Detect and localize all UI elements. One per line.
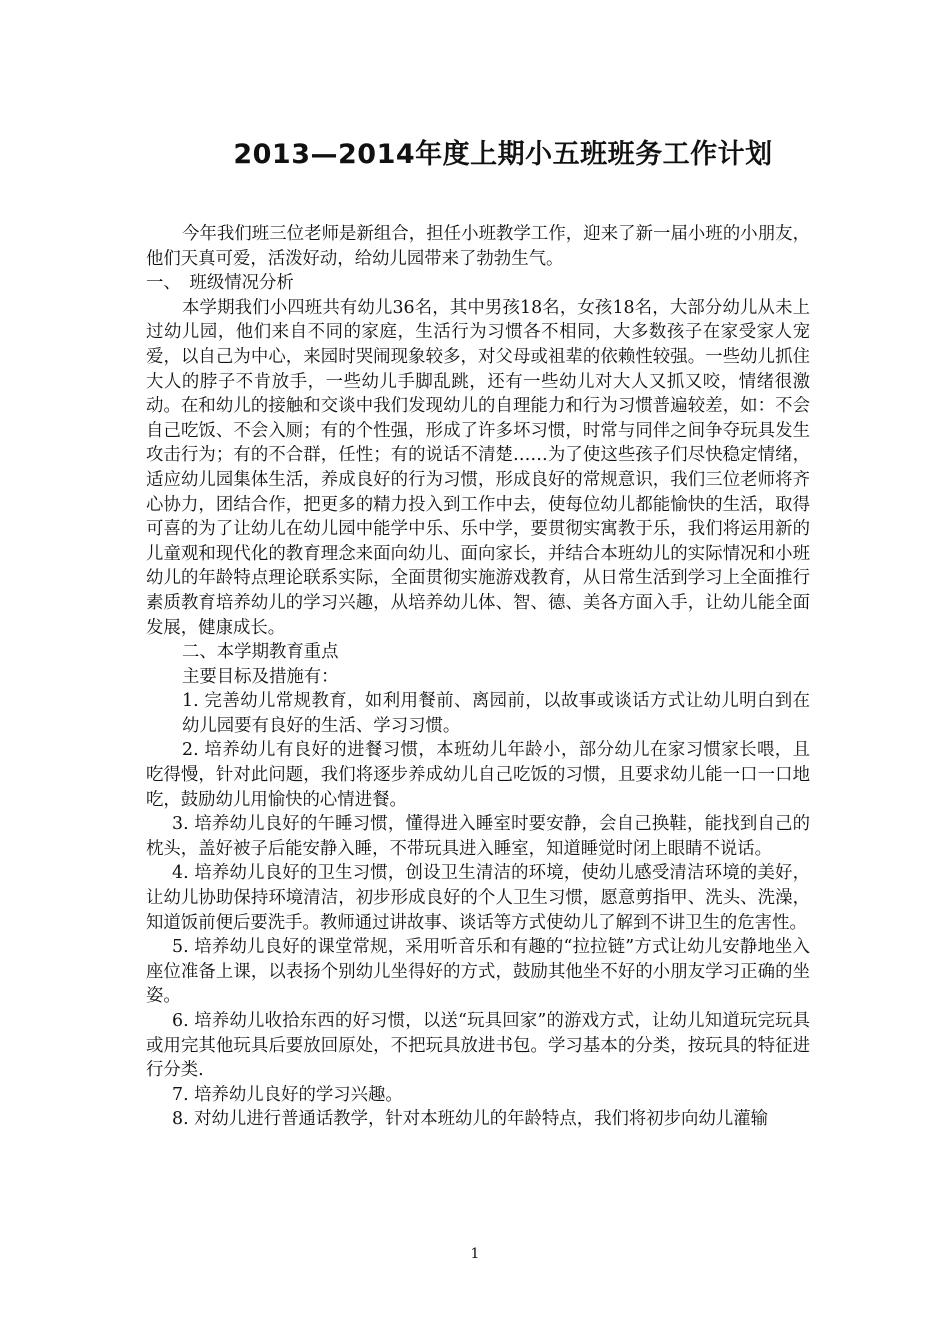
section-heading-1: 一、 班级情况分析: [146, 273, 294, 294]
document-title-text: 2013—2014年度上期小五班班务工作计划: [233, 139, 773, 170]
page-number: 1: [470, 1246, 480, 1262]
list-item: 3. 培养幼儿良好的午睡习惯，懂得进入睡室时要安静，会自己换鞋，能找到自己的枕头，盖好被子后能安静入睡，不带玩具进入睡室，知道睡觉时闭上眼睛不说话。: [146, 814, 810, 859]
section-1-paragraph: 本学期我们小四班共有幼儿36名，其中男孩18名，女孩18名，大部分幼儿从未上过幼儿园，他们来自不同的家庭，生活行为习惯各不相同，大多数孩子在家受家人宠爱，以自己为中心，来园时哭闹现象较多，对父母或祖辈的依赖性较强。一些幼儿抓住大人的脖子不肯放手，一些幼儿手脚乱跳，还有一些幼儿对大人又抓又咬，情绪很激动。在和幼儿的接触和交谈中我们发现幼儿的自理能力和行为习惯普遍较差，如：不会自己吃饭、不会入厕；有的个性强，形成了许多坏习惯，时常与同伴之间争夺玩具发生攻击行为；有的不合群，任性；有的说话不清楚……为了使这些孩子们尽快稳定情绪，适应幼儿园集体生活，养成良好的行为习惯，形成良好的常规意识，我们三位老师将齐心协力，团结合作，把更多的精力投入到工作中去，使每位幼儿都能愉快的生活，取得可喜的为了让幼儿在幼儿园中能学中乐、乐中学，要贯彻实寓教于乐，我们将运用新的儿童观和现代化的教育理念来面向幼儿、面向家长，并结合本班幼儿的实际情况和小班幼儿的年龄特点理论联系实际，全面贯彻实施游戏教育，从日常生活到学习上全面推行素质教育培养幼儿的学习兴趣，从培养幼儿体、智、德、美各方面入手，让幼儿能全面发展，健康成长。: [146, 297, 810, 638]
list-item: 4. 培养幼儿良好的卫生习惯，创设卫生清洁的环境，使幼儿感受清洁环境的美好，让幼儿协助保持环境清洁，初步形成良好的个人卫生习惯，愿意剪指甲、洗头、洗澡，知道饭前便后要洗手。教师通过讲故事、谈话等方式使幼儿了解到不讲卫生的危害性。: [146, 863, 810, 933]
document-body: [146, 222, 810, 1132]
list-item: 8. 对幼儿进行普通话教学，针对本班幼儿的年龄特点，我们将初步向幼儿灌输: [172, 1109, 769, 1130]
list-item: 5. 培养幼儿良好的课堂常规，采用听音乐和有趣的“拉拉链”方式让幼儿安静地坐入座位准备上课，以表扬个别幼儿坐得好的方式，鼓励其他坐不好的小朋友学习正确的坐姿。: [146, 937, 810, 1007]
section-heading-2: 二、本学期教育重点: [182, 642, 339, 663]
list-item: 6. 培养幼儿收拾东西的好习惯，以送“玩具回家”的游戏方式，让幼儿知道玩完玩具或用完其他玩具后要放回原处，不把玩具放进书包。学习基本的分类，按玩具的特征进行分类.: [146, 1011, 810, 1081]
list-item: 1. 完善幼儿常规教育，如利用餐前、离园前，以故事或谈话方式让幼儿明白到在幼儿园要有良好的生活、学习习惯。: [182, 691, 810, 736]
document-title: [0, 132, 950, 171]
list-item: 7. 培养幼儿良好的学习兴趣。: [172, 1084, 403, 1105]
intro-paragraph: 今年我们班三位老师是新组合，担任小班教学工作，迎来了新一届小班的小朋友，他们天真可爱，活泼好动，给幼儿园带来了勃勃生气。: [146, 224, 810, 269]
section-2-subheading: 主要目标及措施有：: [182, 666, 339, 687]
list-item: 2. 培养幼儿有良好的进餐习惯，本班幼儿年龄小，部分幼儿在家习惯家长喂，且吃得慢，针对此问题，我们将逐步养成幼儿自己吃饭的习惯，且要求幼儿能一口一口地吃，鼓励幼儿用愉快的心情进餐。: [146, 740, 810, 810]
